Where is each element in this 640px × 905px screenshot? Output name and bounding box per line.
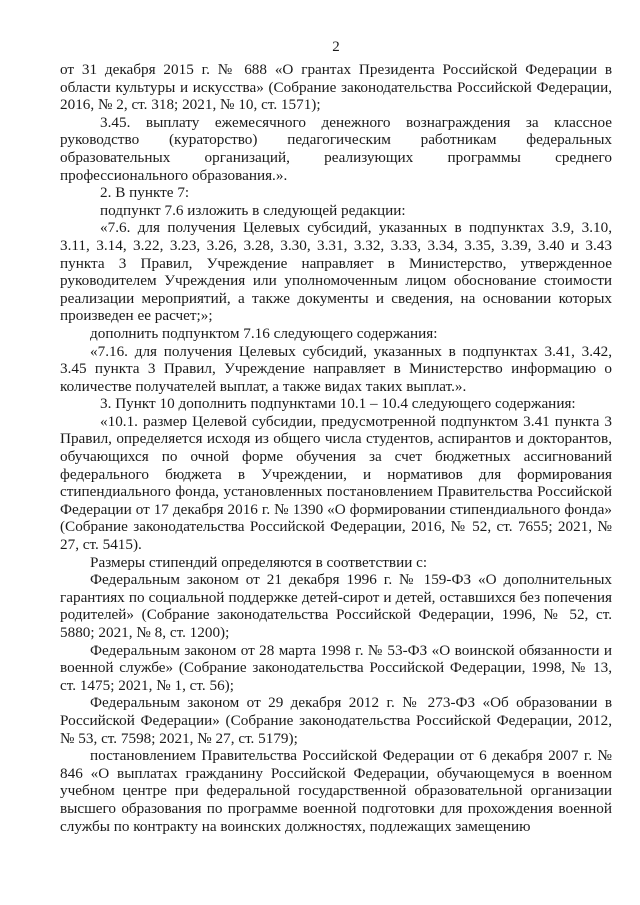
paragraph-item-10-heading: 3. Пункт 10 дополнить подпунктами 10.1 – 10.4 следующего содержания:	[100, 395, 576, 413]
paragraph-3-45: 3.45. выплату ежемесячного денежного вознаграждения за классное руководство (кураторство) педагогическим работникам федеральных образовательных организаций, реализующих программы среднего профессионального образования.».	[60, 113, 612, 184]
paragraph-item-7-heading: 2. В пункте 7:	[100, 184, 190, 202]
paragraph-law-159: Федеральным законом от 21 декабря 1996 г. № 159-ФЗ «О дополнительных гарантиях по социальной поддержке детей-сирот и детей, оставшихся без попечения родителей» (Собрание законодательства Российской Федерации, 1996, № 52, ст. 5880; 2021, № 8, ст. 1200);	[60, 571, 612, 641]
paragraph-7-6: «7.6. для получения Целевых субсидий, указанных в подпунктах 3.9, 3.10, 3.11, 3.14, 3.22, 3.23, 3.26, 3.28, 3.30, 3.31, 3.32, 3.33, 3.34, 3.35, 3.39, 3.40 и 3.43 пункта 3 Правил, Учреждение направляет в Министерство, утвержденное руководителем Учреждения или уполномоченным лицом обоснование стоимости реализации мероприятий, а также документы и сведения, на основании которых произведен ее расчет;»;	[60, 219, 612, 325]
paragraph-resolution-846: постановлением Правительства Российской Федерации от 6 декабря 2007 г. № 846 «О выплатах гражданину Российской Федерации, обучающемуся в военном учебном центре при федеральной государственной образовательной организации высшего образования по программе военной подготовки для прохождения военной службы по контракту на воинских должностях, подлежащих замещению	[60, 747, 612, 835]
paragraph-7-16: «7.16. для получения Целевых субсидий, указанных в подпунктах 3.41, 3.42, 3.45 пункта 3 Правил, Учреждение направляет в Министерство информацию о количестве получателей выплат, а также видах таких выплат.».	[60, 342, 612, 395]
paragraph-7-16-intro: дополнить подпунктом 7.16 следующего содержания:	[90, 324, 438, 342]
paragraph-stipend-sizes: Размеры стипендий определяются в соответствии с:	[90, 553, 428, 571]
page-number: 2	[332, 39, 340, 55]
paragraph-law-273: Федеральным законом от 29 декабря 2012 г. № 273-ФЗ «Об образовании в Российской Федерации» (Собрание законодательства Российской Федерации, 2012, № 53, ст. 7598; 2021, № 27, ст. 5179);	[60, 694, 612, 747]
paragraph-10-1: «10.1. размер Целевой субсидии, предусмотренной подпунктом 3.41 пункта 3 Правил, определяется исходя из общего числа студентов, аспирантов и докторантов, обучающихся по очной форме обучения за счет бюджетных ассигнований федерального бюджета в Учреждении, и нормативов для формирования стипендиального фонда, установленных постановлением Правительства Российской Федерации от 17 декабря 2016 г. № 1390 «О формировании стипендиального фонда» (Собрание законодательства Российской Федерации, 2016, № 52, ст. 7655; 2021, № 27, ст. 5415).	[60, 412, 612, 554]
paragraph-grants-reference: от 31 декабря 2015 г. № 688 «О грантах Президента Российской Федерации в области культуры и искусства» (Собрание законодательства Российской Федерации, 2016, № 2, ст. 318; 2021, № 10, ст. 1571);	[60, 61, 612, 114]
paragraph-7-6-intro: подпункт 7.6 изложить в следующей редакции:	[100, 201, 406, 219]
paragraph-law-53: Федеральным законом от 28 марта 1998 г. № 53-ФЗ «О воинской обязанности и военной службе» (Собрание законодательства Российской Федерации, 1998, № 13, ст. 1475; 2021, № 1, ст. 56);	[60, 641, 612, 694]
